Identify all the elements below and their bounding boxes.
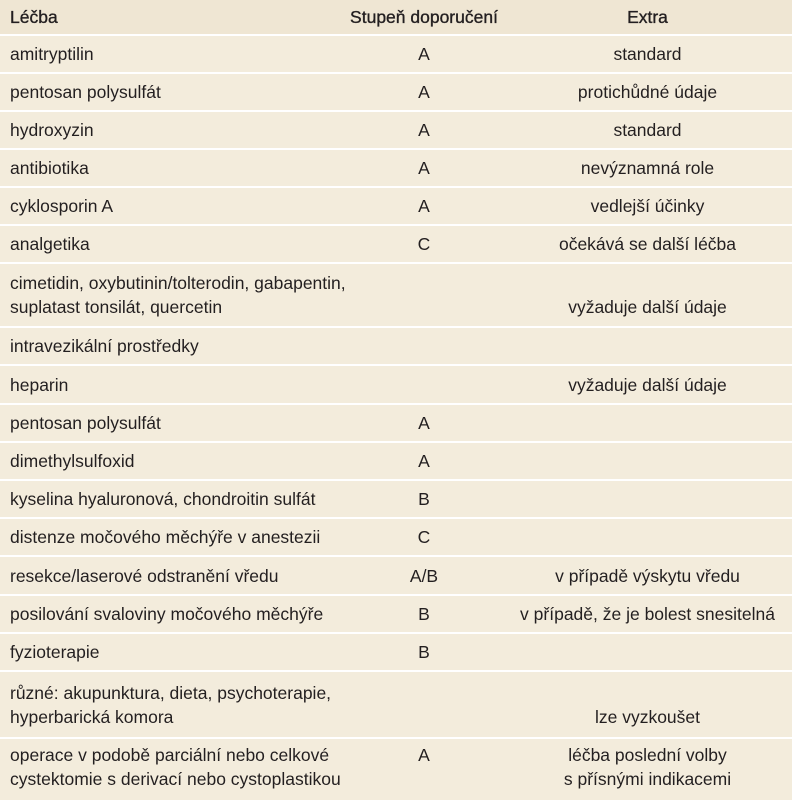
grade-text: A (418, 82, 430, 102)
table-row (0, 262, 792, 326)
treatment-cell (0, 74, 345, 110)
treatment-text: dimethylsulfoxid (10, 451, 135, 471)
treatment-text: analgetika (10, 234, 90, 254)
grade-cell (345, 74, 503, 110)
extra-cell (503, 557, 792, 594)
grade-text: A (418, 44, 430, 64)
treatment-text: resekce/laserové odstranění vředu (10, 565, 279, 586)
treatment-text: fyzioterapie (10, 642, 100, 662)
treatment-cell (0, 366, 345, 403)
treatment-lines (10, 681, 331, 729)
extra-text: nevýznamná role (580, 158, 715, 178)
extra-cell (503, 188, 792, 224)
extra-cell (503, 150, 792, 186)
extra-cell (503, 112, 792, 148)
grade-text: C (417, 234, 431, 254)
extra-cell (503, 36, 792, 72)
extra-text: vedlejší účinky (590, 196, 705, 216)
treatment-cell (0, 596, 345, 632)
table-row (0, 34, 792, 72)
treatment-lines (10, 743, 341, 791)
extra-cell (503, 328, 792, 364)
grade-cell (345, 519, 503, 555)
treatment-cell (0, 405, 345, 441)
treatment-text: antibiotika (10, 158, 89, 178)
table-header-row (0, 0, 792, 34)
table-row (0, 555, 792, 594)
extra-cell (503, 405, 792, 441)
grade-text: A (418, 120, 430, 140)
treatment-text: pentosan polysulfát (10, 82, 161, 102)
table-row (0, 594, 792, 632)
grade-text: B (418, 642, 430, 662)
treatment-text-line: cimetidin, oxybutinin/tolterodin, gabapentin, (10, 273, 346, 293)
grade-cell (345, 672, 503, 737)
grade-cell (345, 481, 503, 517)
table-row (0, 441, 792, 479)
treatment-cell (0, 150, 345, 186)
treatment-text-line: cystektomie s derivací nebo cystoplastikou (10, 769, 341, 789)
treatment-text: cyklosporin A (10, 196, 114, 216)
grade-text: B (418, 489, 430, 509)
grade-cell (345, 36, 503, 72)
treatment-cell (0, 634, 345, 670)
treatment-text: distenze močového měchýře v anestezii (10, 527, 321, 547)
grade-cell (345, 188, 503, 224)
extra-cell (503, 739, 792, 800)
treatment-text-line: suplatast tonsilát, quercetin (10, 297, 223, 317)
extra-text-line: léčba poslední volby (568, 745, 727, 765)
grade-cell (345, 739, 503, 800)
header-treatment: Léčba (10, 7, 58, 27)
grade-cell (345, 328, 503, 364)
table-row (0, 148, 792, 186)
extra-text: vyžaduje další údaje (568, 297, 727, 317)
grade-text: A (418, 451, 430, 471)
treatment-cell (0, 112, 345, 148)
extra-cell (503, 596, 792, 632)
table-row (0, 364, 792, 403)
grade-text: C (417, 527, 431, 547)
grade-text: A (418, 745, 430, 765)
extra-cell (503, 264, 792, 326)
extra-text: vyžaduje další údaje (568, 374, 727, 395)
extra-lines (564, 743, 731, 791)
extra-text: lze vyzkoušet (594, 707, 701, 727)
treatment-lines (10, 271, 346, 319)
treatment-text: posilování svaloviny močového měchýře (10, 604, 324, 624)
table-row (0, 632, 792, 670)
grade-text: A (418, 196, 430, 216)
table-row (0, 224, 792, 262)
extra-text: v případě výskytu vředu (555, 565, 740, 586)
treatment-text: pentosan polysulfát (10, 413, 161, 433)
header-grade-cell (345, 0, 503, 34)
treatment-cell (0, 519, 345, 555)
table-row (0, 326, 792, 364)
treatment-cell (0, 481, 345, 517)
treatment-text-line: operace v podobě parciální nebo celkové (10, 745, 330, 765)
extra-text: očekává se další léčba (558, 234, 737, 254)
grade-cell (345, 443, 503, 479)
table-row (0, 72, 792, 110)
extra-cell (503, 481, 792, 517)
treatment-cell (0, 672, 345, 737)
treatment-text: kyselina hyaluronová, chondroitin sulfát (10, 489, 316, 509)
treatment-cell (0, 264, 345, 326)
extra-cell (503, 366, 792, 403)
grade-cell (345, 112, 503, 148)
grade-cell (345, 264, 503, 326)
grade-cell (345, 366, 503, 403)
treatment-text: intravezikální prostředky (10, 336, 199, 356)
treatment-text: heparin (10, 374, 69, 395)
header-extra: Extra (627, 7, 668, 27)
treatment-cell (0, 226, 345, 262)
extra-cell (503, 443, 792, 479)
extra-text: v případě, že je bolest snesitelná (520, 604, 775, 624)
extra-text-line: s přísnými indikacemi (563, 769, 732, 789)
extra-cell (503, 226, 792, 262)
grade-cell (345, 405, 503, 441)
extra-cell (503, 74, 792, 110)
treatment-cell (0, 328, 345, 364)
table-row (0, 110, 792, 148)
table-row (0, 186, 792, 224)
grade-cell (345, 557, 503, 594)
treatment-cell (0, 739, 345, 800)
grade-cell (345, 596, 503, 632)
table-row (0, 403, 792, 441)
grade-text: A (418, 158, 430, 178)
grade-cell (345, 226, 503, 262)
treatment-cell (0, 188, 345, 224)
table-row (0, 737, 792, 800)
extra-text: standard (613, 44, 682, 64)
treatment-text-line: hyperbarická komora (10, 706, 174, 727)
treatment-text-line: různé: akupunktura, dieta, psychoterapie, (10, 682, 332, 703)
header-extra-cell (503, 0, 792, 34)
table-row (0, 479, 792, 517)
treatment-text: amitryptilin (10, 44, 94, 64)
extra-cell (503, 672, 792, 737)
extra-text: standard (613, 120, 682, 140)
header-treatment-cell (0, 0, 345, 34)
header-grade: Stupeň doporučení (350, 7, 498, 27)
treatment-cell (0, 36, 345, 72)
extra-cell (503, 519, 792, 555)
extra-cell (503, 634, 792, 670)
treatment-cell (0, 557, 345, 594)
table-row (0, 517, 792, 555)
treatment-text: hydroxyzin (10, 120, 94, 140)
table-row (0, 670, 792, 737)
grade-text: B (418, 604, 430, 624)
treatment-cell (0, 443, 345, 479)
grade-cell (345, 150, 503, 186)
grade-text: A (418, 413, 430, 433)
extra-text: protichůdné údaje (577, 82, 718, 102)
grade-cell (345, 634, 503, 670)
grade-text: A/B (409, 565, 439, 586)
